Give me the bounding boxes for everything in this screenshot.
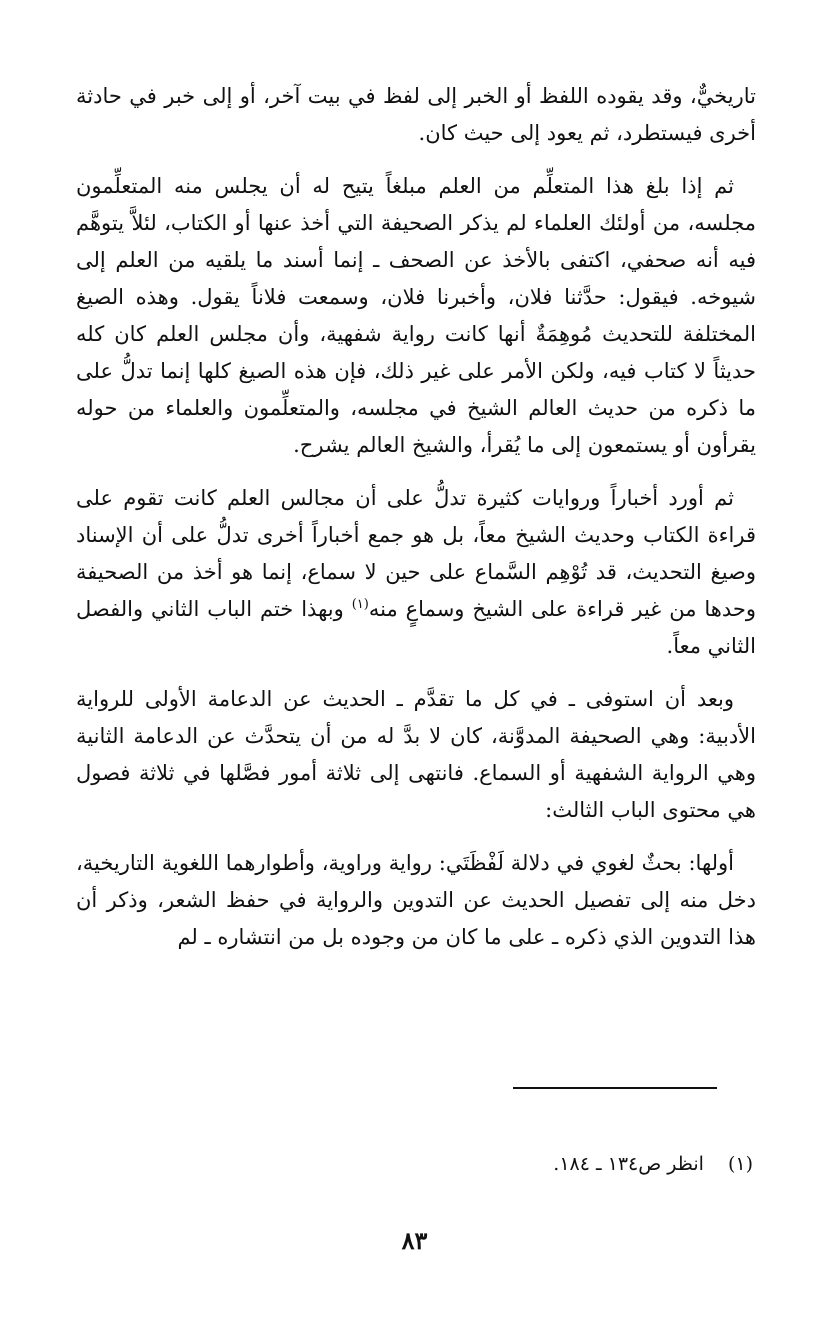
footnote-1 (553, 1150, 753, 1178)
footnote-text: انظر ص١٣٤ ـ ١٨٤. (553, 1153, 704, 1175)
paragraph-1-text: تاريخيٌّ، وقد يقوده اللفظ أو الخبر إلى لفظ في بيت آخر، أو إلى خبر في حادثة أخرى فيستطرد، ثم يعود إلى حيث كان. (76, 84, 756, 145)
page-number: ٨٣ (401, 1226, 428, 1255)
body-text (76, 78, 756, 972)
footnote-reference[interactable]: (١) (351, 597, 369, 612)
paragraph-4-text: وبعد أن استوفى ـ في كل ما تقدَّم ـ الحديث عن الدعامة الأولى للرواية الأدبية: وهي الصحيفة المدوَّنة، كان لا بدَّ له من أن يتحدَّث عن الدعامة الثانية وهي الرواية الشفهية أو السماع. فانتهى إلى ثلاثة أمور فصَّلها في ثلاثة فصول هي محتوى الباب الثالث: (76, 687, 756, 822)
paragraph-1 (76, 78, 756, 152)
paragraph-3 (76, 480, 756, 665)
paragraph-5-text: أولها: بحثٌ لغوي في دلالة لَفْظَتَي: رواية وراوية، وأطوارهما اللغوية التاريخية، دخل منه إلى تفصيل الحديث عن التدوين والرواية في حفظ الشعر، وذكر أن هذا التدوين الذي ذكره ـ على ما كان من وجوده بل من انتشاره ـ لم (76, 851, 756, 949)
paragraph-2 (76, 168, 756, 464)
paragraph-4 (76, 681, 756, 829)
paragraph-5 (76, 845, 756, 956)
footnote-separator (513, 1087, 717, 1089)
footnote-number: (١) (727, 1153, 753, 1175)
paragraph-2-text: ثم إذا بلغ هذا المتعلِّم من العلم مبلغاً يتيح له أن يجلس منه المتعلِّمون مجلسه، من أولئك العلماء لم يذكر الصحيفة التي أخذ عنها أو الكتاب، لئلاَّ يتوهَّم فيه أنه صحفي، اكتفى بالأخذ عن الصحف ـ إنما أسند ما يلقيه من العلم إلى شيوخه. فيقول: حدَّثنا فلان، وأخبرنا فلان، وسمعت فلاناً يقول. وهذه الصيغ المختلفة للتحديث مُوهِمَةٌ أنها كانت رواية شفهية، وأن مجلس العلم كان كله حديثاً لا كتاب فيه، ولكن الأمر على غير ذلك، فإن هذه الصيغ كلها إنما تدلُّ على ما ذكره من حديث العالم الشيخ في مجلسه، والمتعلِّمون والعلماء من حوله يقرأون أو يستمعون إلى ما يُقرأ، والشيخ العالم يشرح. (76, 174, 756, 457)
paragraph-3-text-part-1: ثم أورد أخباراً وروايات كثيرة تدلُّ على أن مجالس العلم كانت تقوم على قراءة الكتاب وحديث الشيخ معاً، بل هو جمع أخباراً أخرى تدلُّ على أن الإسناد وصيغ التحديث، قد تُوْهِم السَّماع على حين لا سماع، إنما هو أخذ من الصحيفة وحدها من غير قراءة على الشيخ وسماعٍ منه (76, 486, 757, 621)
paragraph-3-text-part-2: وبهذا ختم الباب الثاني والفصل الثاني معاً. (76, 597, 756, 658)
